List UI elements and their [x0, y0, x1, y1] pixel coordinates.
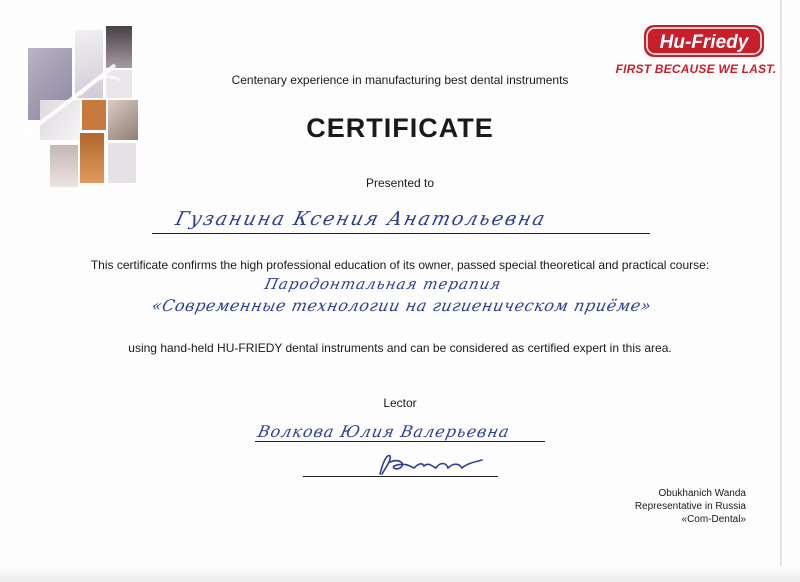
recipient-underline — [152, 233, 650, 234]
closing-text: using hand-held HU-FRIEDY dental instruments and can be considered as certified expert in this area. — [128, 341, 672, 355]
logo-text: Hu-Friedy — [659, 32, 749, 53]
lector-label: Lector — [383, 396, 417, 410]
representative-company: «Com-Dental» — [681, 514, 746, 525]
representative-block — [600, 487, 746, 526]
representative-title: Representative in Russia — [634, 501, 746, 512]
hu-friedy-logo — [643, 24, 765, 58]
certificate-title: CERTIFICATE — [306, 113, 494, 143]
course-title-line2: «Современные технологии на гигиеническом приёме» — [149, 296, 654, 315]
certificate-subtitle: Centenary experience in manufacturing best dental instruments — [231, 73, 569, 87]
confirmation-text: This certificate confirms the high professional education of its owner, passed special theoretical and practical course: — [90, 258, 710, 272]
representative-name: Obukhanich Wanda — [658, 488, 746, 499]
lector-underline — [255, 441, 545, 442]
signature-underline — [303, 476, 498, 477]
course-title-line1: Пародонтальная терапия — [263, 275, 504, 293]
page-edge — [780, 0, 782, 582]
lector-name: Волкова Юлия Валерьевна — [255, 422, 512, 441]
presented-to-label: Presented to — [365, 176, 435, 190]
dental-photo-collage — [0, 0, 150, 195]
brand-tagline: FIRST BECAUSE WE LAST. — [615, 62, 777, 76]
recipient-name: Гузанина Ксения Анатольевна — [173, 208, 549, 230]
lector-signature — [370, 448, 500, 478]
page-bottom-shadow — [0, 566, 800, 582]
